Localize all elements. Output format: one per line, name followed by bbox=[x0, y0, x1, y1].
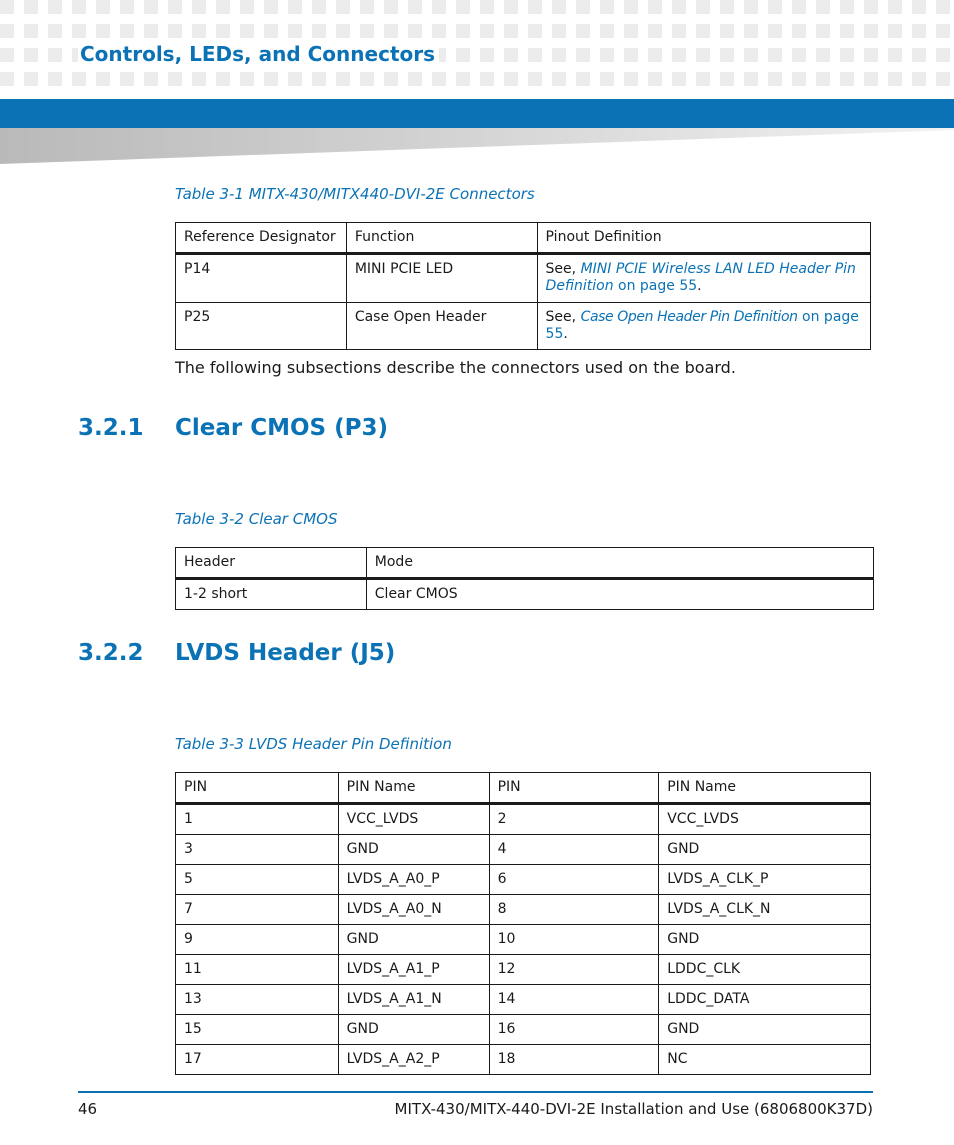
table-row bbox=[176, 865, 871, 895]
table-cell: VCC_LVDS bbox=[659, 804, 871, 835]
table-cell: GND bbox=[659, 925, 871, 955]
table-cell bbox=[537, 303, 870, 350]
table-cell: 3 bbox=[176, 835, 339, 865]
table-row bbox=[176, 985, 871, 1015]
section-heading-clear-cmos bbox=[78, 415, 388, 441]
table-cell: 6 bbox=[489, 865, 659, 895]
table-cell: 14 bbox=[489, 985, 659, 1015]
table-cell: 8 bbox=[489, 895, 659, 925]
column-header: PIN bbox=[489, 773, 659, 804]
section-number: 3.2.2 bbox=[78, 640, 144, 666]
table-cell: 5 bbox=[176, 865, 339, 895]
table3-caption: Table 3-3 LVDS Header Pin Definition bbox=[175, 735, 452, 753]
table-cell: VCC_LVDS bbox=[338, 804, 489, 835]
table-row bbox=[176, 835, 871, 865]
table-cell: NC bbox=[659, 1045, 871, 1075]
page-reference-link[interactable]: on page 55 bbox=[613, 278, 698, 294]
table1-caption: Table 3-1 MITX-430/MITX440-DVI-2E Connectors bbox=[175, 185, 535, 203]
table-header-row bbox=[176, 548, 874, 579]
table-cell: 13 bbox=[176, 985, 339, 1015]
table-cell: 2 bbox=[489, 804, 659, 835]
table-cell: LDDC_DATA bbox=[659, 985, 871, 1015]
page-number: 46 bbox=[78, 1100, 98, 1118]
header-band bbox=[0, 99, 954, 128]
column-header: PIN Name bbox=[659, 773, 871, 804]
section-heading-lvds-header bbox=[78, 640, 395, 666]
column-header: Function bbox=[346, 223, 537, 254]
table-row bbox=[176, 303, 871, 350]
table-cell: 9 bbox=[176, 925, 339, 955]
table-cell: 17 bbox=[176, 1045, 339, 1075]
column-header: PIN bbox=[176, 773, 339, 804]
column-header: Header bbox=[176, 548, 367, 579]
table-row bbox=[176, 1015, 871, 1045]
table-cell: LVDS_A_A0_P bbox=[338, 865, 489, 895]
table-cell: LVDS_A_CLK_P bbox=[659, 865, 871, 895]
table-cell bbox=[537, 254, 870, 303]
table-row bbox=[176, 254, 871, 303]
table-cell: 18 bbox=[489, 1045, 659, 1075]
table-cell: LVDS_A_CLK_N bbox=[659, 895, 871, 925]
table-cell: GND bbox=[338, 835, 489, 865]
section-title: Clear CMOS (P3) bbox=[175, 415, 389, 441]
clear-cmos-table bbox=[175, 547, 874, 610]
table-cell: GND bbox=[338, 925, 489, 955]
table-row bbox=[176, 804, 871, 835]
table-cell: LVDS_A_A2_P bbox=[338, 1045, 489, 1075]
table-cell: 7 bbox=[176, 895, 339, 925]
table-cell: LVDS_A_A1_P bbox=[338, 955, 489, 985]
chapter-title: Controls, LEDs, and Connectors bbox=[78, 41, 439, 67]
table2-caption: Table 3-2 Clear CMOS bbox=[175, 510, 338, 528]
table-cell: GND bbox=[338, 1015, 489, 1045]
table-cell: 16 bbox=[489, 1015, 659, 1045]
table-row bbox=[176, 579, 874, 610]
table-cell: 1-2 short bbox=[176, 579, 367, 610]
section-number: 3.2.1 bbox=[78, 415, 144, 441]
table-cell: Case Open Header bbox=[346, 303, 537, 350]
table-cell: Clear CMOS bbox=[366, 579, 873, 610]
connectors-table bbox=[175, 222, 871, 350]
document-title: MITX-430/MITX-440-DVI-2E Installation and Use (6806800K37D) bbox=[394, 1100, 873, 1118]
see-text: See, bbox=[545, 261, 581, 277]
column-header: Pinout Definition bbox=[537, 223, 870, 254]
table-row bbox=[176, 925, 871, 955]
table-cell: 11 bbox=[176, 955, 339, 985]
lvds-pin-table bbox=[175, 772, 871, 1075]
table-row bbox=[176, 895, 871, 925]
table-cell: LDDC_CLK bbox=[659, 955, 871, 985]
table-cell: LVDS_A_A0_N bbox=[338, 895, 489, 925]
table-cell: 12 bbox=[489, 955, 659, 985]
table-cell: 1 bbox=[176, 804, 339, 835]
cross-reference-link[interactable]: MINI PCIE Wireless LAN LED Header Pin Definition bbox=[545, 261, 856, 294]
table-header-row bbox=[176, 223, 871, 254]
footer-rule bbox=[78, 1091, 873, 1093]
table-cell: GND bbox=[659, 835, 871, 865]
column-header: Reference Designator bbox=[176, 223, 347, 254]
table-header-row bbox=[176, 773, 871, 804]
column-header: PIN Name bbox=[338, 773, 489, 804]
header-wedge bbox=[0, 128, 954, 164]
table-cell: MINI PCIE LED bbox=[346, 254, 537, 303]
column-header: Mode bbox=[366, 548, 873, 579]
intro-paragraph: The following subsections describe the connectors used on the board. bbox=[175, 358, 736, 377]
table-cell: LVDS_A_A1_N bbox=[338, 985, 489, 1015]
section-title: LVDS Header (J5) bbox=[175, 640, 396, 666]
table-cell: P14 bbox=[176, 254, 347, 303]
cross-reference-link[interactable]: Case Open Header Pin Definition bbox=[580, 309, 798, 325]
table-cell: 10 bbox=[489, 925, 659, 955]
table-cell: P25 bbox=[176, 303, 347, 350]
period-text: . bbox=[697, 278, 702, 294]
table-cell: GND bbox=[659, 1015, 871, 1045]
see-text: See, bbox=[545, 309, 581, 325]
page-reference-link[interactable]: on page 55 bbox=[545, 309, 859, 342]
period-text: . bbox=[563, 326, 568, 342]
table-row bbox=[176, 1045, 871, 1075]
table-cell: 4 bbox=[489, 835, 659, 865]
table-cell: 15 bbox=[176, 1015, 339, 1045]
table-row bbox=[176, 955, 871, 985]
